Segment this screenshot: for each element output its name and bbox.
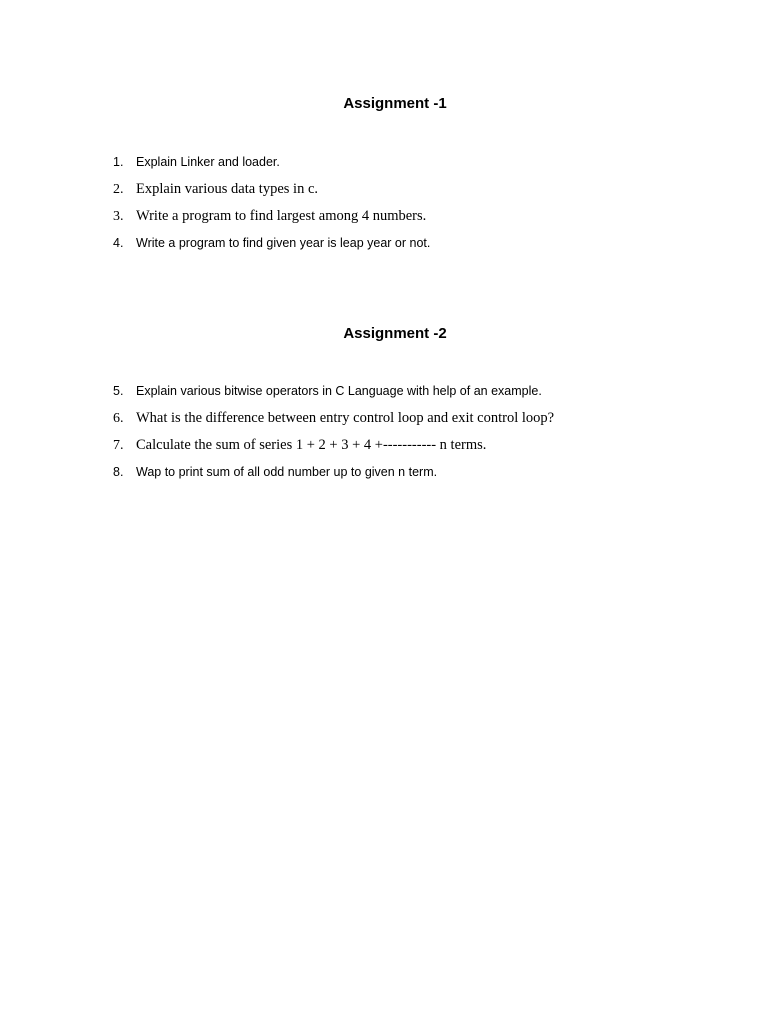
- question-text: What is the difference between entry control loop and exit control loop?: [136, 410, 555, 426]
- question-number: 2.: [113, 182, 124, 197]
- question-text: Explain various data types in c.: [136, 181, 319, 197]
- question-item: [113, 463, 733, 481]
- question-number: 1.: [113, 155, 124, 169]
- question-number: 6.: [113, 411, 124, 426]
- question-item: [113, 436, 733, 455]
- question-number: 7.: [113, 438, 124, 453]
- question-item: [113, 234, 733, 252]
- assignment-1-title: Assignment -1: [343, 95, 447, 112]
- question-item: [113, 409, 733, 428]
- question-text: Write a program to find given year is leap year or not.: [136, 236, 431, 250]
- question-text: Write a program to find largest among 4 numbers.: [136, 208, 427, 224]
- question-item: [113, 180, 733, 199]
- question-item: [113, 153, 733, 171]
- question-text: Calculate the sum of series 1 + 2 + 3 + 4 +----------- n terms.: [136, 437, 487, 453]
- question-text: Explain Linker and loader.: [136, 155, 280, 169]
- question-number: 8.: [113, 465, 124, 479]
- question-text: Explain various bitwise operators in C Language with help of an example.: [136, 384, 542, 398]
- question-number: 4.: [113, 236, 124, 250]
- question-item: [113, 382, 733, 400]
- question-number: 5.: [113, 384, 124, 398]
- question-item: [113, 207, 733, 226]
- assignment-2-title: Assignment -2: [343, 325, 447, 342]
- question-text: Wap to print sum of all odd number up to given n term.: [136, 465, 438, 479]
- question-number: 3.: [113, 209, 124, 224]
